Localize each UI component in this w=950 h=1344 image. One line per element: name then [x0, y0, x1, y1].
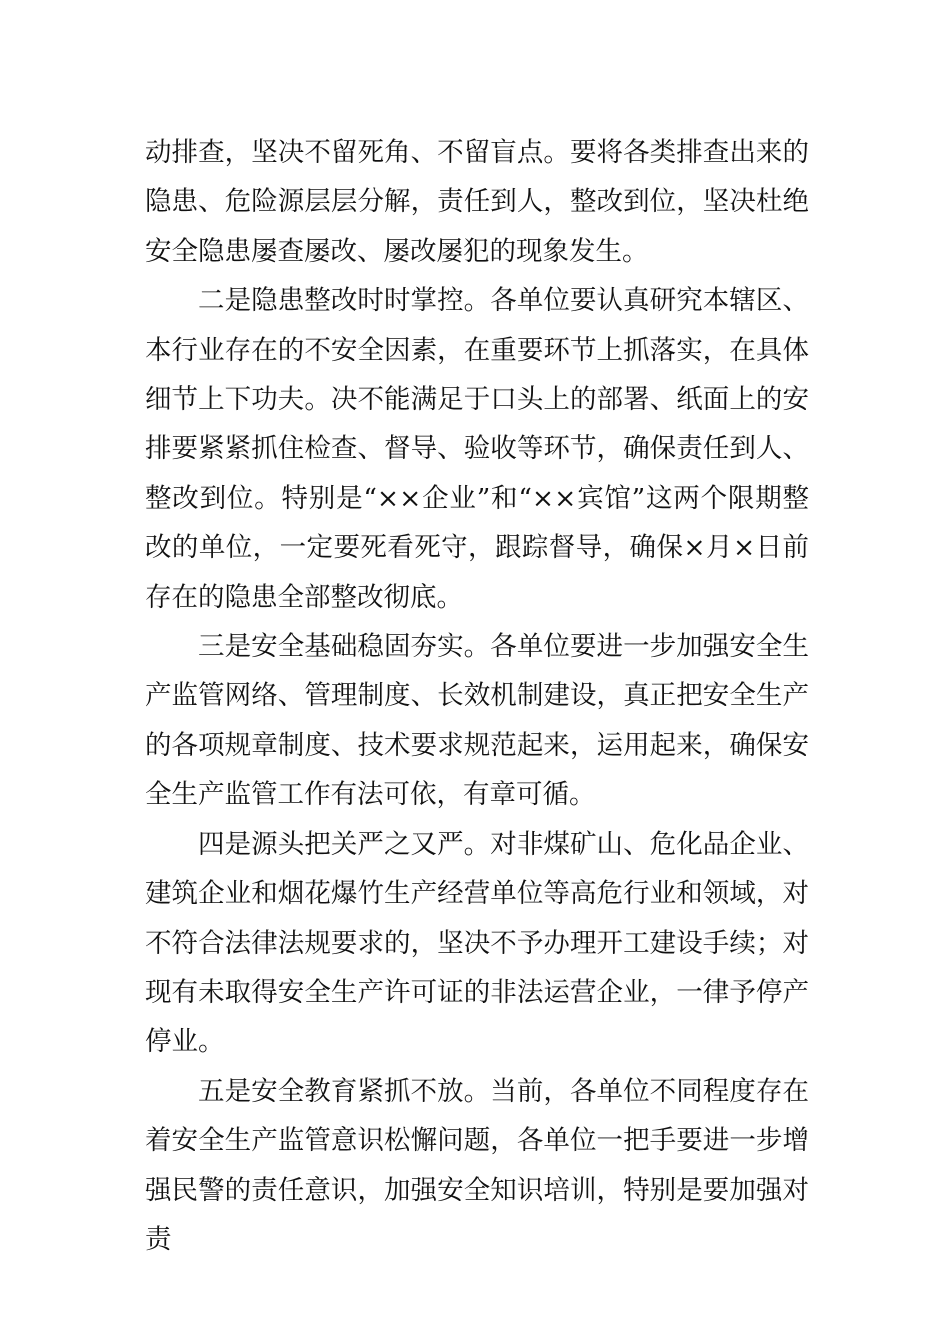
document-body [145, 128, 809, 1264]
paragraph-source-control: 四是源头把关严之又严。对非煤矿山、危化品企业、建筑企业和烟花爆竹生产经营单位等高危行业和领域，对不符合法律法规要求的，坚决不予办理开工建设手续；对现有未取得安全生产许可证的非法运营企业，一律予停产停业。 [145, 828, 809, 1058]
paragraph-hazard-rectification: 二是隐患整改时时掌控。各单位要认真研究本辖区、本行业存在的不安全因素，在重要环节上抓落实，在具体细节上下功夫。决不能满足于口头上的部署、纸面上的安排要紧紧抓住检查、督导、验收等环节，确保责任到人、整改到位。特别是“××企业”和“××宾馆”这两个限期整改的单位，一定要死看死守，跟踪督导，确保×月×日前存在的隐患全部整改彻底。 [145, 285, 809, 613]
paragraph-safety-foundation: 三是安全基础稳固夯实。各单位要进一步加强安全生产监管网络、管理制度、长效机制建设，真正把安全生产的各项规章制度、技术要求规范起来，运用起来，确保安全生产监管工作有法可依，有章可循。 [145, 631, 809, 811]
paragraph-continuation: 动排查，坚决不留死角、不留盲点。要将各类排查出来的隐患、危险源层层分解，责任到人，整改到位，坚决杜绝安全隐患屡查屡改、屡改屡犯的现象发生。 [145, 137, 809, 267]
paragraph-safety-education: 五是安全教育紧抓不放。当前，各单位不同程度存在着安全生产监管意识松懈问题，各单位一把手要进一步增强民警的责任意识，加强安全知识培训，特别是要加强对责 [145, 1075, 809, 1255]
